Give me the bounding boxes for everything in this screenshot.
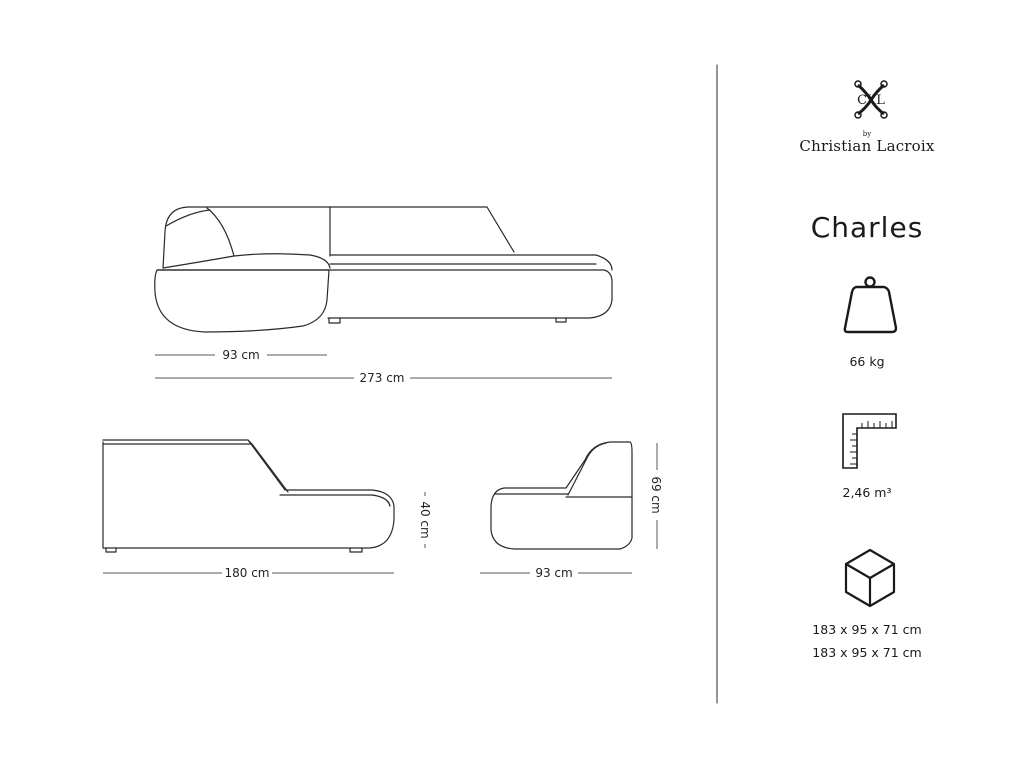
dim-front-length: 180 cm (224, 566, 270, 580)
brand-by: by (862, 130, 872, 138)
sofa-front-view (103, 440, 394, 552)
logo-letters: CXL (857, 93, 885, 108)
dim-side-height: 69 cm (649, 476, 663, 514)
brand-logo (855, 81, 887, 118)
brand-name: Christian Lacroix (799, 137, 935, 155)
weight-icon (845, 278, 896, 333)
weight-value: 66 kg (849, 354, 885, 369)
sofa-top-view (155, 207, 612, 332)
cube-icon (846, 550, 894, 606)
package-dims-1: 183 x 95 x 71 cm (812, 622, 922, 637)
dim-top-total-width: 273 cm (359, 371, 405, 385)
dim-side-depth: 93 cm (535, 566, 573, 580)
sofa-side-view (491, 442, 632, 549)
package-dims-2: 183 x 95 x 71 cm (812, 645, 922, 660)
ruler-corner-icon (843, 414, 896, 468)
dim-top-seat-width: 93 cm (222, 348, 260, 362)
dim-front-seat-height: 40 cm (418, 501, 432, 539)
product-title: Charles (810, 211, 924, 244)
volume-value: 2,46 m³ (842, 485, 892, 500)
